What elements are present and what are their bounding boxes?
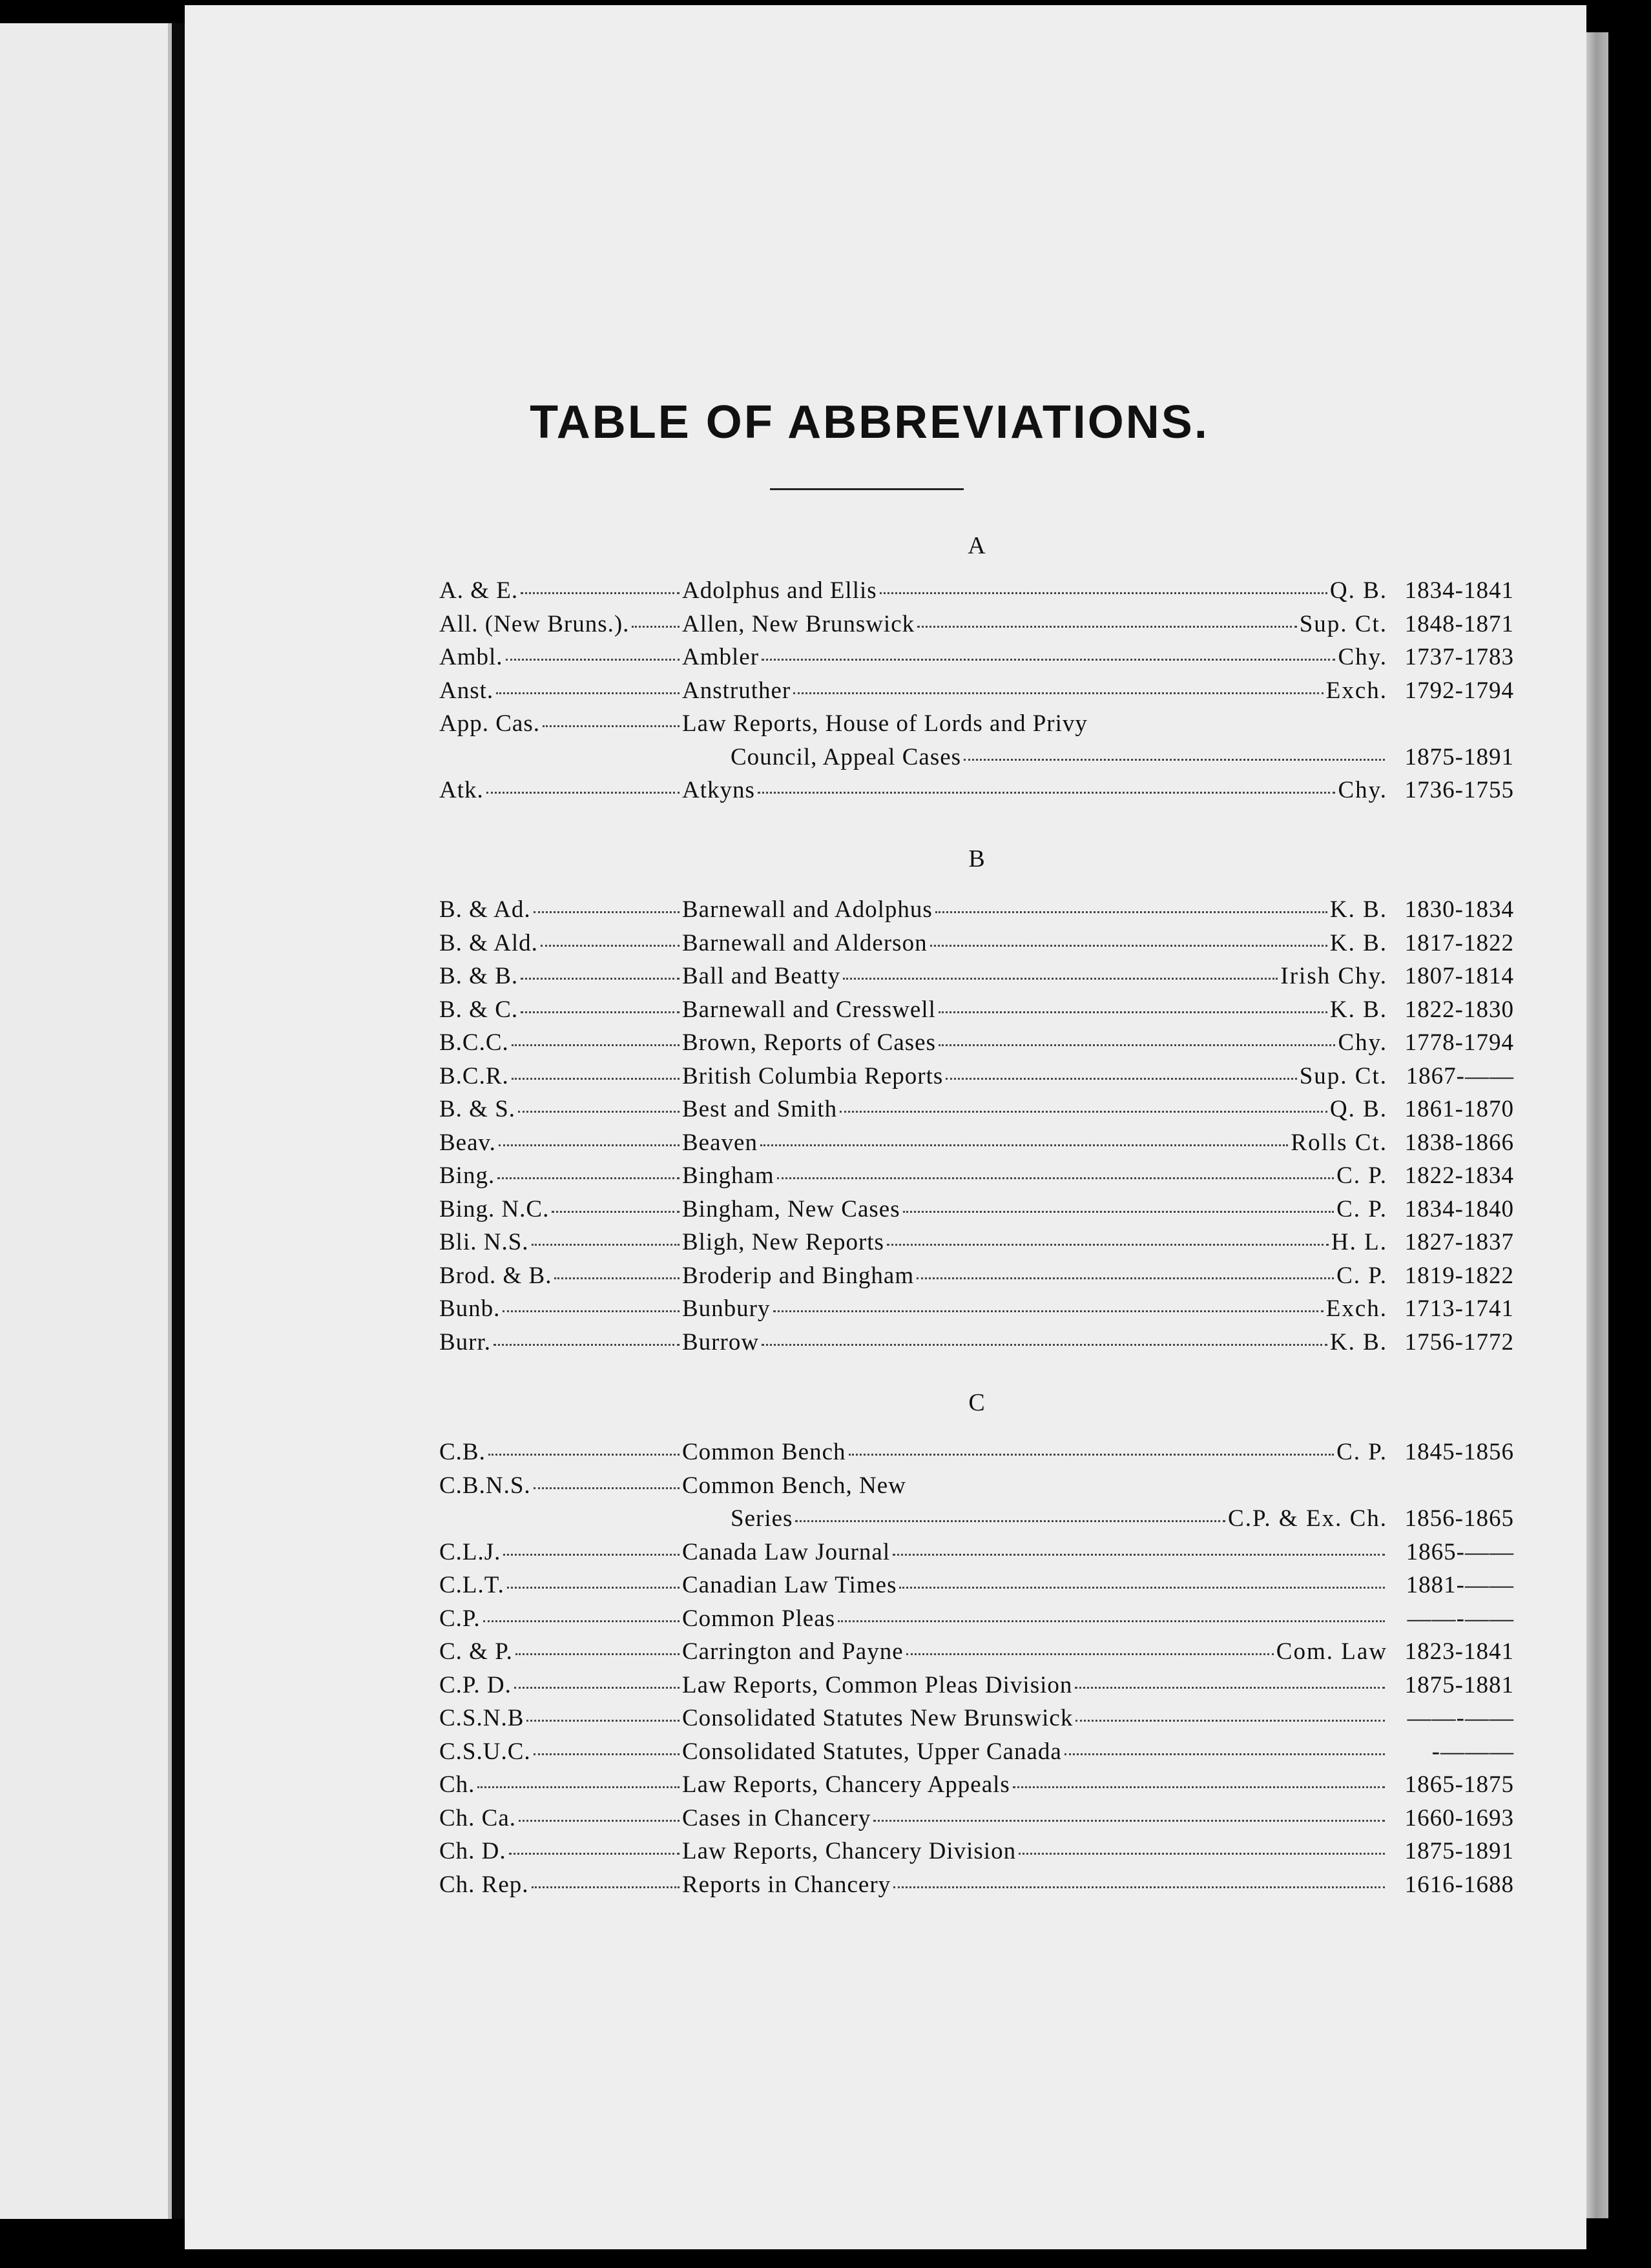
abbreviation-cell <box>439 1833 682 1868</box>
table-row <box>439 1600 1514 1634</box>
table-row <box>439 1324 1514 1357</box>
table-row <box>439 1667 1514 1700</box>
report-cell <box>682 1434 1387 1469</box>
years: 1875-1881 <box>1404 1671 1514 1698</box>
dot-leader <box>758 768 1336 794</box>
abbreviation: Bing. N.C. <box>439 1195 550 1222</box>
table-row <box>439 1434 1514 1467</box>
dot-leader <box>964 735 1385 761</box>
report-name: Bingham, New Cases <box>682 1195 900 1222</box>
book-gutter <box>172 23 185 2219</box>
court: C. P. <box>1336 1262 1387 1289</box>
table-row <box>439 705 1514 739</box>
abbreviation-cell <box>439 891 682 927</box>
table-row <box>439 1567 1514 1600</box>
years: 1817-1822 <box>1404 929 1514 956</box>
report-name-continuation: Council, Appeal Cases <box>731 743 962 770</box>
dot-leader <box>488 1434 680 1456</box>
abbreviation-cell <box>439 1224 682 1259</box>
report-name: Barnewall and Adolphus <box>682 896 933 923</box>
abbreviation: B.C.R. <box>439 1062 509 1089</box>
dot-leader <box>493 1324 680 1346</box>
report-name: Broderip and Bingham <box>682 1262 915 1289</box>
dot-leader <box>1019 1829 1385 1855</box>
dot-leader <box>519 1800 680 1822</box>
abbreviation-cell <box>439 639 682 674</box>
abbreviation-cell <box>439 672 682 708</box>
table-row <box>439 1024 1514 1058</box>
report-name: Law Reports, Chancery Division <box>682 1838 1017 1864</box>
years: 1807-1814 <box>1404 963 1514 989</box>
table-row <box>439 1766 1514 1800</box>
dot-leader <box>534 891 680 913</box>
dot-leader <box>939 987 1327 1013</box>
report-cell <box>682 1866 1387 1902</box>
report-name: Canadian Law Times <box>682 1572 897 1598</box>
abbreviation-cell <box>439 1257 682 1293</box>
years: 1823-1841 <box>1404 1638 1514 1665</box>
dot-leader <box>1013 1762 1385 1788</box>
abbreviation: Ch. D. <box>439 1838 506 1864</box>
dot-leader <box>532 1866 680 1888</box>
dot-leader <box>534 1467 680 1489</box>
report-name: Best and Smith <box>682 1096 838 1122</box>
years: ——-—— <box>1407 1705 1514 1731</box>
dot-leader <box>793 668 1323 694</box>
dot-leader <box>930 921 1327 947</box>
years: 1792-1794 <box>1404 677 1514 704</box>
table-row <box>439 639 1514 672</box>
dot-leader <box>483 1600 680 1622</box>
table-row <box>439 1833 1514 1866</box>
section-letter: A <box>968 532 986 559</box>
years: 1713-1741 <box>1404 1295 1514 1322</box>
report-name: Canada Law Journal <box>682 1538 891 1565</box>
years: 1834-1840 <box>1404 1195 1514 1222</box>
report-name: Beaven <box>682 1129 758 1156</box>
years: 1756-1772 <box>1404 1328 1514 1356</box>
section-entries <box>439 891 1514 1357</box>
abbreviation: Anst. <box>439 677 494 704</box>
abbreviation: C. & P. <box>439 1638 513 1665</box>
table-row <box>439 991 1514 1025</box>
abbreviation-cell <box>439 1700 682 1735</box>
dot-leader <box>946 1054 1296 1080</box>
dot-leader <box>762 635 1335 661</box>
years: 1848-1871 <box>1404 610 1514 637</box>
dot-leader <box>849 1430 1334 1456</box>
report-name: Brown, Reports of Cases <box>682 1029 936 1056</box>
abbreviation: Atk. <box>439 777 484 803</box>
report-name: Barnewall and Alderson <box>682 929 928 956</box>
years: 1838-1866 <box>1404 1129 1514 1156</box>
dot-leader <box>509 1833 680 1855</box>
years: 1737-1783 <box>1404 644 1514 670</box>
abbreviation-cell <box>439 1467 682 1503</box>
page <box>185 5 1586 2249</box>
dot-leader <box>760 1120 1288 1146</box>
dot-leader <box>521 958 680 980</box>
years: ——-—— <box>1407 1605 1514 1632</box>
dot-leader <box>496 672 680 694</box>
abbreviation: A. & E. <box>439 577 519 604</box>
dot-leader <box>903 1187 1334 1213</box>
abbreviation: B. & Ad. <box>439 896 531 923</box>
table-row <box>439 1124 1514 1158</box>
report-name: Consolidated Statutes New Brunswick <box>682 1705 1074 1731</box>
court: Q. B. <box>1329 1096 1387 1122</box>
abbreviation-cell <box>439 1434 682 1469</box>
abbreviation-cell <box>439 1600 682 1636</box>
years: 1660-1693 <box>1404 1804 1514 1831</box>
abbreviation: C.P. <box>439 1605 481 1632</box>
dot-leader <box>512 1024 680 1046</box>
dot-leader <box>777 1153 1334 1179</box>
table-row <box>439 1058 1514 1091</box>
dot-leader <box>518 1091 680 1113</box>
dot-leader <box>512 1058 680 1080</box>
court: C. P. <box>1336 1162 1387 1189</box>
report-name: Carrington and Payne <box>682 1638 904 1665</box>
abbreviation-cell <box>439 1324 682 1359</box>
left-page-edge <box>0 23 172 2219</box>
dot-leader <box>917 1253 1334 1279</box>
abbreviation: B. & C. <box>439 996 519 1023</box>
years: 1736-1755 <box>1404 777 1514 803</box>
abbreviation: C.B. <box>439 1439 486 1465</box>
dot-leader <box>795 1496 1225 1522</box>
report-name: Consolidated Statutes, Upper Canada <box>682 1738 1062 1765</box>
report-name: Law Reports, House of Lords and Privy <box>682 710 1088 737</box>
court: Chy. <box>1338 644 1387 670</box>
report-cell <box>682 672 1387 708</box>
table-row <box>439 891 1514 925</box>
report-name: Burrow <box>682 1328 760 1356</box>
dot-leader <box>939 1020 1336 1046</box>
abbreviation-cell <box>439 958 682 993</box>
table-row <box>439 1733 1514 1767</box>
table-row <box>439 958 1514 991</box>
abbreviation: C.L.J. <box>439 1538 501 1565</box>
table-row <box>439 1224 1514 1257</box>
abbreviation-cell <box>439 772 682 807</box>
abbreviation-cell <box>439 1667 682 1702</box>
dot-leader <box>887 1220 1329 1246</box>
court: Exch. <box>1325 677 1387 704</box>
dot-leader <box>840 1087 1327 1113</box>
report-name: British Columbia Reports <box>682 1062 944 1089</box>
table-row <box>439 1800 1514 1833</box>
years: 1875-1891 <box>1404 743 1514 770</box>
report-name-continuation: Series <box>731 1505 793 1532</box>
abbreviation: Bunb. <box>439 1295 501 1322</box>
years: 1856-1865 <box>1404 1505 1514 1532</box>
abbreviation-cell <box>439 1567 682 1602</box>
court: Rolls Ct. <box>1291 1129 1387 1156</box>
report-name: Common Bench <box>682 1439 846 1465</box>
abbreviation: Ambl. <box>439 644 503 670</box>
dot-leader <box>541 925 680 947</box>
table-row-continuation <box>439 1500 1514 1534</box>
abbreviation: Ch. Rep. <box>439 1871 529 1898</box>
report-name: Bunbury <box>682 1295 771 1322</box>
dot-leader <box>503 1290 680 1312</box>
section-entries <box>439 1434 1514 1899</box>
abbreviation: Brod. & B. <box>439 1262 552 1289</box>
dot-leader <box>1075 1696 1385 1722</box>
years: 1861-1870 <box>1404 1096 1514 1122</box>
report-name: Anstruther <box>682 677 791 704</box>
table-row <box>439 772 1514 805</box>
table-row <box>439 1700 1514 1733</box>
title-rule <box>770 488 964 490</box>
years: 1865-1875 <box>1404 1771 1514 1798</box>
table-row <box>439 1091 1514 1124</box>
dot-leader <box>762 1320 1327 1346</box>
court: Chy. <box>1338 777 1387 803</box>
section-entries <box>439 572 1514 805</box>
dot-leader <box>477 1766 680 1788</box>
table-row <box>439 606 1514 639</box>
abbreviation: B. & Ald. <box>439 929 538 956</box>
abbreviation: C.P. D. <box>439 1671 512 1698</box>
court: K. B. <box>1329 896 1387 923</box>
abbreviation-cell <box>439 1633 682 1669</box>
dot-leader <box>497 1157 680 1179</box>
abbreviation: C.S.N.B <box>439 1705 524 1731</box>
dot-leader <box>506 639 680 661</box>
dot-leader <box>554 1257 680 1279</box>
report-name: Reports in Chancery <box>682 1871 891 1898</box>
abbreviation-cell <box>439 925 682 960</box>
dot-leader <box>526 1700 680 1722</box>
court: Sup. Ct. <box>1299 1062 1387 1089</box>
court: Irish Chy. <box>1280 963 1387 989</box>
court: Chy. <box>1338 1029 1387 1056</box>
abbreviation-cell <box>439 1290 682 1326</box>
abbreviation-cell <box>439 1157 682 1193</box>
years: 1822-1834 <box>1404 1162 1514 1189</box>
table-row <box>439 572 1514 606</box>
dot-leader <box>1075 1663 1385 1689</box>
report-name: Adolphus and Ellis <box>682 577 877 604</box>
dot-leader <box>917 602 1297 628</box>
page-stack-edge <box>1586 32 1608 2218</box>
years: 1778-1794 <box>1404 1029 1514 1056</box>
abbreviation: Burr. <box>439 1328 492 1356</box>
court: Q. B. <box>1329 577 1387 604</box>
dot-leader <box>1064 1729 1385 1755</box>
dot-leader <box>507 1567 680 1589</box>
dot-leader <box>873 1796 1385 1822</box>
page-title: TABLE OF ABBREVIATIONS. <box>530 397 1209 448</box>
report-name: Common Pleas <box>682 1605 836 1632</box>
table-row <box>439 1866 1514 1900</box>
report-name: Ambler <box>682 644 760 670</box>
abbreviation-cell <box>439 991 682 1027</box>
court: Sup. Ct. <box>1299 610 1387 637</box>
dot-leader <box>534 1733 680 1755</box>
dot-leader <box>893 1862 1385 1888</box>
abbreviation: C.L.T. <box>439 1572 504 1598</box>
years: 1819-1822 <box>1404 1262 1514 1289</box>
court: H. L. <box>1331 1229 1387 1255</box>
table-row <box>439 1257 1514 1291</box>
court: K. B. <box>1329 996 1387 1023</box>
table-row <box>439 1467 1514 1501</box>
abbreviation: Beav. <box>439 1129 496 1156</box>
dot-leader <box>543 705 680 727</box>
abbreviation-cell <box>439 1800 682 1835</box>
dot-leader <box>935 887 1327 913</box>
report-name: Law Reports, Common Pleas Division <box>682 1671 1073 1698</box>
report-name: Cases in Chancery <box>682 1804 871 1831</box>
abbreviation: Bli. N.S. <box>439 1229 529 1255</box>
dot-leader <box>899 1563 1385 1589</box>
abbreviation-cell <box>439 1024 682 1060</box>
dot-leader <box>838 1596 1385 1622</box>
report-name: Law Reports, Chancery Appeals <box>682 1771 1010 1798</box>
dot-leader <box>521 572 680 594</box>
abbreviation: Ch. Ca. <box>439 1804 517 1831</box>
dot-leader <box>906 1629 1274 1655</box>
report-name: Barnewall and Cresswell <box>682 996 936 1023</box>
table-row-continuation <box>439 739 1514 772</box>
abbreviation-cell <box>439 1534 682 1569</box>
dot-leader <box>773 1286 1324 1312</box>
abbreviation-cell <box>439 1058 682 1093</box>
years: 1845-1856 <box>1404 1439 1514 1465</box>
report-name: Ball and Beatty <box>682 963 841 989</box>
court: K. B. <box>1329 1328 1387 1356</box>
abbreviation-cell <box>439 1766 682 1802</box>
years: -——— <box>1431 1738 1514 1765</box>
report-cell <box>682 1324 1387 1359</box>
dot-leader <box>632 606 680 628</box>
years: 1830-1834 <box>1404 896 1514 923</box>
court: C. P. <box>1336 1439 1387 1465</box>
abbreviation: C.S.U.C. <box>439 1738 531 1765</box>
abbreviation: App. Cas. <box>439 710 540 737</box>
abbreviation-cell <box>439 705 682 741</box>
court: C. P. <box>1336 1195 1387 1222</box>
years: 1827-1837 <box>1404 1229 1514 1255</box>
years: 1822-1830 <box>1404 996 1514 1023</box>
abbreviation-cell <box>439 572 682 608</box>
abbreviation: Ch. <box>439 1771 475 1798</box>
abbreviation: B. & B. <box>439 963 519 989</box>
table-row <box>439 1157 1514 1191</box>
dot-leader <box>521 991 680 1013</box>
dot-leader <box>486 772 680 794</box>
section-letter: C <box>968 1389 985 1416</box>
table-row <box>439 1191 1514 1224</box>
abbreviation-cell <box>439 1091 682 1126</box>
court: Com. Law <box>1276 1638 1387 1665</box>
report-name: Bingham <box>682 1162 774 1189</box>
years: 1834-1841 <box>1404 577 1514 604</box>
years: 1875-1891 <box>1404 1838 1514 1864</box>
dot-leader <box>499 1124 680 1146</box>
court: C.P. & Ex. Ch. <box>1228 1505 1387 1532</box>
table-row <box>439 1290 1514 1324</box>
table-row <box>439 1633 1514 1667</box>
report-name: Bligh, New Reports <box>682 1229 884 1255</box>
table-row <box>439 672 1514 706</box>
abbreviation-cell <box>439 1191 682 1226</box>
years: 1616-1688 <box>1404 1871 1514 1898</box>
abbreviation-cell <box>439 606 682 641</box>
abbreviation: B.C.C. <box>439 1029 509 1056</box>
table-row <box>439 1534 1514 1567</box>
dot-leader <box>843 954 1278 980</box>
dot-leader <box>893 1530 1385 1556</box>
abbreviation-cell <box>439 1124 682 1160</box>
dot-leader <box>514 1667 680 1689</box>
dot-leader <box>532 1224 680 1246</box>
court: Exch. <box>1325 1295 1387 1322</box>
dot-leader <box>515 1633 680 1655</box>
table-row <box>439 925 1514 958</box>
abbreviation: All. (New Bruns.). <box>439 610 630 637</box>
dot-leader <box>552 1191 680 1213</box>
abbreviation-cell <box>439 1866 682 1902</box>
report-name: Common Bench, New <box>682 1472 906 1499</box>
dot-leader <box>880 568 1327 594</box>
dot-leader <box>503 1534 680 1556</box>
years: 1867-—— <box>1406 1062 1514 1089</box>
abbreviation: Bing. <box>439 1162 495 1189</box>
report-name: Atkyns <box>682 777 755 803</box>
abbreviation-cell <box>439 1733 682 1769</box>
years: 1865-—— <box>1406 1538 1514 1565</box>
report-name: Allen, New Brunswick <box>682 610 915 637</box>
abbreviation: C.B.N.S. <box>439 1472 531 1499</box>
section-letter: B <box>968 845 985 872</box>
court: K. B. <box>1329 929 1387 956</box>
abbreviation: B. & S. <box>439 1096 516 1122</box>
years: 1881-—— <box>1406 1572 1514 1598</box>
report-cell <box>682 772 1387 807</box>
